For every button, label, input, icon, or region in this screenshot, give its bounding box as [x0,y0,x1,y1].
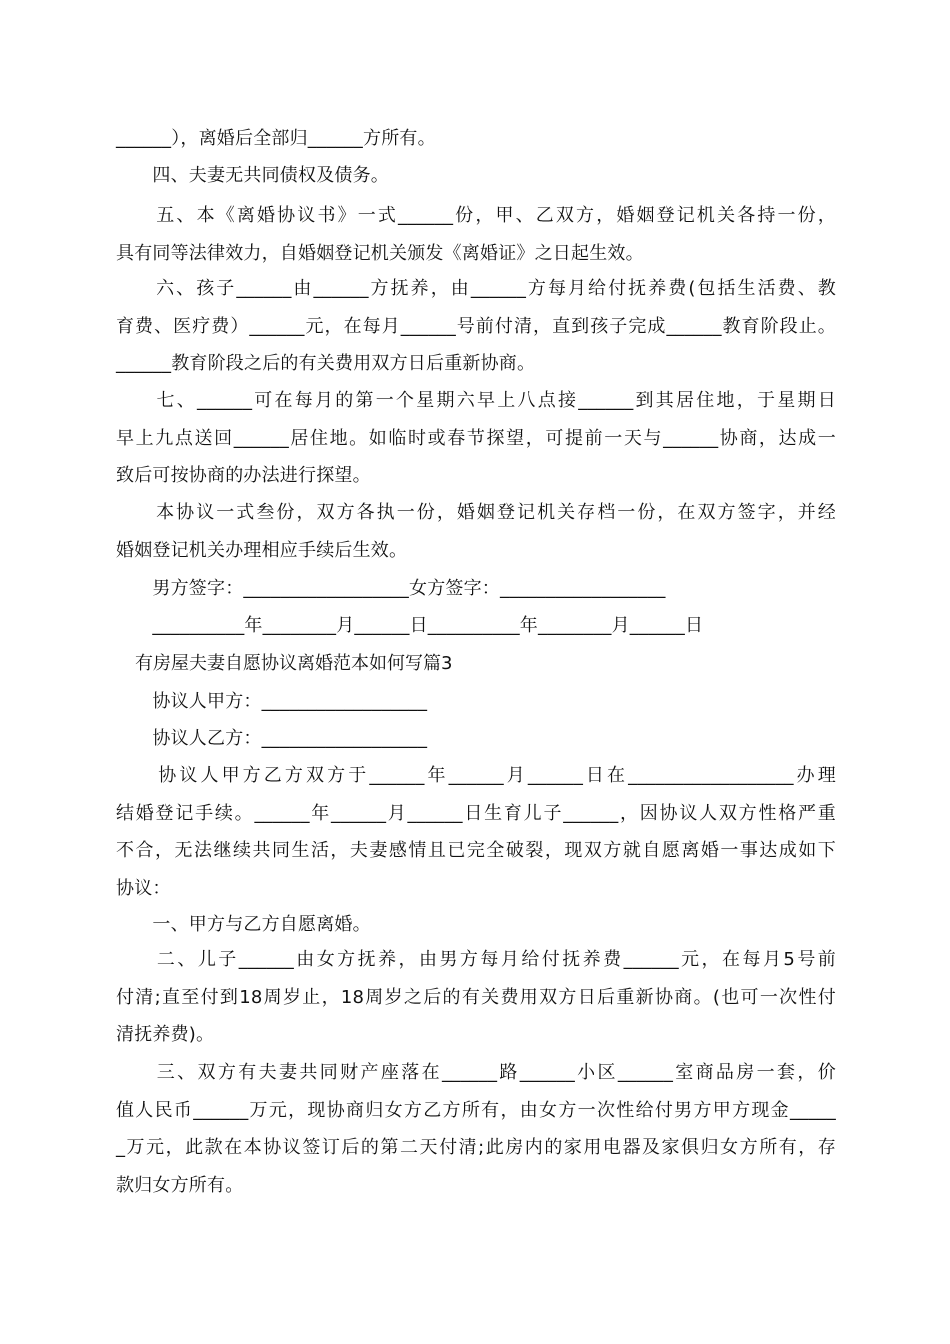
text-line: 七、______可在每月的第一个星期六早上八点接______到其居住地，于星期日 [116,390,836,411]
date-line [116,607,836,645]
text-line: 二、儿子______由女方抚养，由男方每月给付抚养费______元，在每月5号前 [116,949,836,970]
text-line: 本协议一式叁份，双方各执一份，婚姻登记机关存档一份，在双方签字，并经 [116,502,836,523]
paragraph-clause-7 [116,382,836,495]
text-line: 男方签字：__________________女方签字：__________________ [116,578,666,599]
paragraph-clause-1 [116,906,836,944]
party-b-line [116,720,836,758]
text-line: 一、甲方与乙方自愿离婚。 [116,914,371,935]
text-line: 婚姻登记机关办理相应手续后生效。 [116,539,408,561]
text-line: 协议人甲方乙方双方于______年______月______日在__________________办理 [116,765,836,786]
text-line: 协议： [116,877,171,899]
text-line: 四、夫妻无共同债权及债务。 [116,165,389,186]
text-line: ______），离婚后全部归______方所有。 [116,128,436,149]
section-title: 有房屋夫妻自愿协议离婚范本如何写篇3 [135,653,453,674]
signature-line [116,570,836,608]
text-line: 三、双方有夫妻共同财产座落在______路______小区______室商品房一套，价 [116,1062,836,1083]
text-line: 值人民币______万元，现协商归女方乙方所有，由女方一次性给付男方甲方现金_____ [116,1099,836,1121]
text-line: 协议人乙方：__________________ [116,728,428,749]
text-line: 结婚登记手续。______年______月______日生育儿子______，因协议人双方性格严重 [116,802,836,824]
paragraph-clause-6 [116,270,836,383]
text-line: 五、本《离婚协议书》一式______份，甲、乙双方，婚姻登记机关各持一份， [116,205,836,226]
text-line: 早上九点送回______居住地。如临时或春节探望，可提前一天与______协商，达成一 [116,427,836,449]
text-line: 款归女方所有。 [116,1174,244,1196]
paragraph-clause-2 [116,941,836,1054]
text-line: 协议人甲方：__________________ [116,691,428,712]
text-line: 不合，无法继续共同生活，夫妻感情且已完全破裂，现双方就自愿离婚一事达成如下 [116,840,836,861]
paragraph-clause-5 [116,197,836,272]
text-line: ______教育阶段之后的有关费用双方日后重新协商。 [116,353,536,374]
text-line: 育费、医疗费）______元，在每月______号前付清，直到孩子完成______教育阶段止。 [116,315,836,337]
party-a-line [116,683,836,721]
paragraph-effectiveness [116,494,836,569]
paragraph-clause-3 [116,1054,836,1204]
paragraph-background [116,757,836,907]
text-line: _万元，此款在本协议签订后的第二天付清;此房内的家用电器及家俱归女方所有，存 [116,1137,836,1158]
text-line: __________年________月______日__________年________月______日 [116,615,704,636]
text-line: 清抚养费)。 [116,1024,215,1045]
text-line: 付清;直至付到18周岁止，18周岁之后的有关费用双方日后重新协商。(也可一次性付 [116,986,836,1008]
text-line: 具有同等法律效力，自婚姻登记机关颁发《离婚证》之日起生效。 [116,242,644,264]
text-line: 六、孩子______由______方抚养，由______方每月给付抚养费(包括生活费、教 [116,278,836,299]
paragraph-property-continuation [116,120,836,158]
text-line: 致后可按协商的办法进行探望。 [116,465,371,486]
paragraph-clause-4 [116,157,836,195]
